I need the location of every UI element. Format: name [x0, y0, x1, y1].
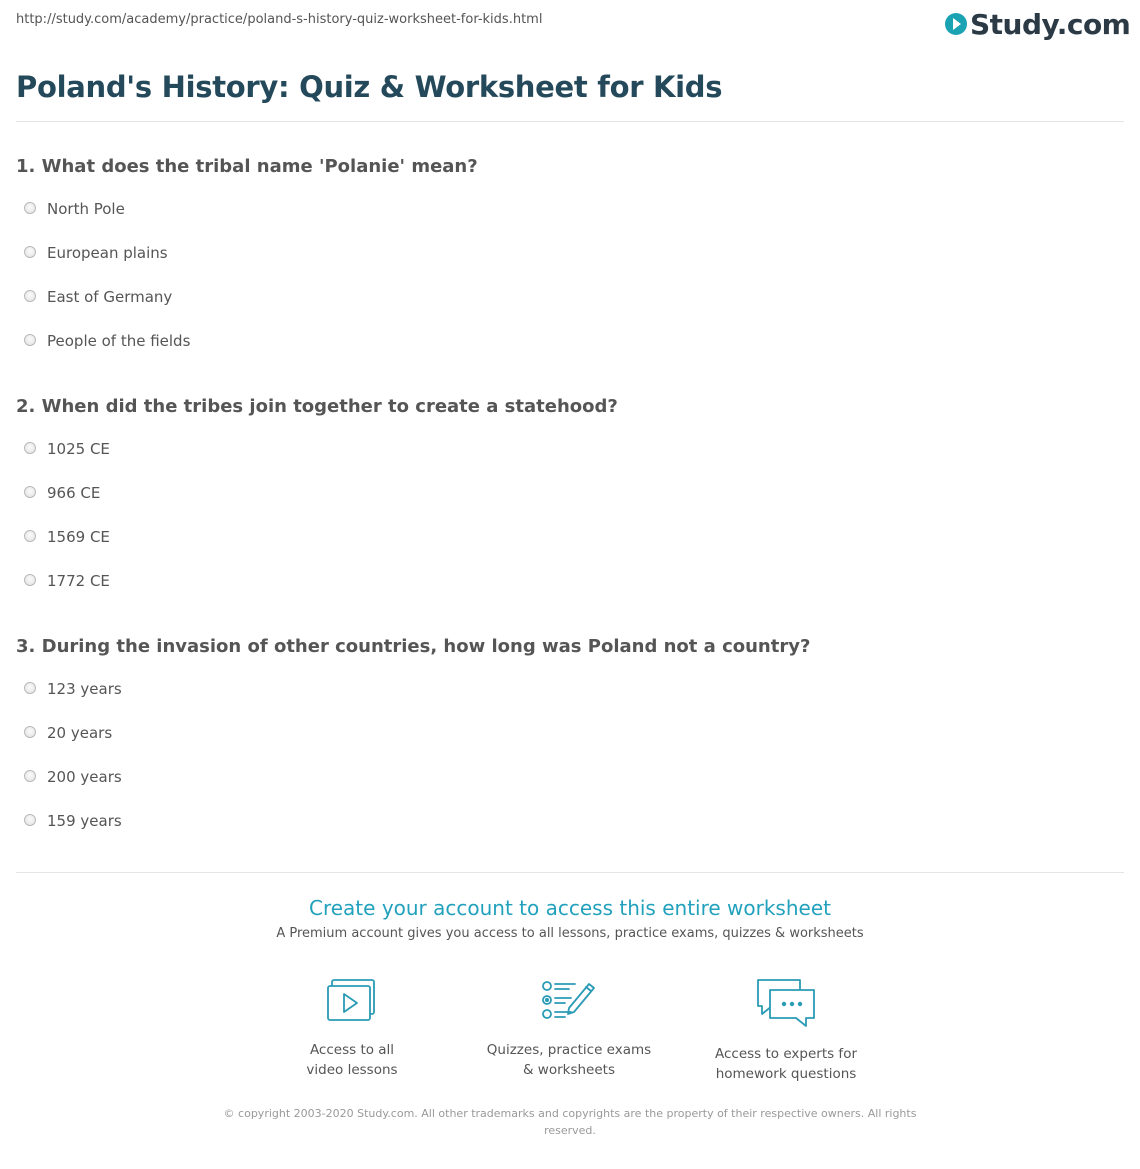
quiz-checklist-icon [541, 978, 597, 1024]
cta-subtitle: A Premium account gives you access to all lessons, practice exams, quizzes & worksheets [276, 926, 864, 941]
feature-label: Quizzes, practice exams & worksheets [486, 1042, 652, 1078]
option-label: 200 years [47, 768, 122, 786]
answer-option[interactable] [24, 724, 112, 742]
cta-divider [16, 872, 1124, 873]
option-label: East of Germany [47, 288, 173, 306]
radio-button[interactable] [24, 574, 36, 586]
radio-button[interactable] [24, 682, 36, 694]
radio-button[interactable] [24, 770, 36, 782]
video-lessons-icon [326, 978, 378, 1024]
study-logo[interactable] [945, 7, 1130, 41]
option-label: 1569 CE [47, 528, 110, 546]
option-label: 1772 CE [47, 572, 110, 590]
radio-button[interactable] [24, 442, 36, 454]
answer-option[interactable] [24, 288, 172, 306]
feature-label: Access to experts for homework questions [714, 1046, 857, 1082]
page-url: http://study.com/academy/practice/poland-s-history-quiz-worksheet-for-kids.html [16, 12, 543, 27]
radio-button[interactable] [24, 290, 36, 302]
feature-label: Access to all video lessons [306, 1042, 398, 1078]
question-3: 3. During the invasion of other countries, how long was Poland not a country? [16, 636, 811, 657]
answer-option[interactable] [24, 768, 122, 786]
radio-button[interactable] [24, 814, 36, 826]
answer-option[interactable] [24, 332, 190, 350]
option-label: 159 years [47, 812, 122, 830]
answer-option[interactable] [24, 680, 122, 698]
option-label: European plains [47, 244, 168, 262]
option-label: 1025 CE [47, 440, 110, 458]
option-label: 20 years [47, 724, 113, 742]
feature-quizzes [469, 978, 669, 1080]
answer-option[interactable] [24, 440, 110, 458]
radio-button[interactable] [24, 246, 36, 258]
radio-button[interactable] [24, 334, 36, 346]
feature-video-lessons [252, 978, 452, 1080]
radio-button[interactable] [24, 530, 36, 542]
answer-option[interactable] [24, 572, 110, 590]
copyright: © copyright 2003-2020 Study.com. All other trademarks and copyrights are the property of their respective owners. All rights reserved. [223, 1107, 917, 1137]
page-title: Poland's History: Quiz & Worksheet for Kids [16, 70, 723, 104]
answer-option[interactable] [24, 200, 125, 218]
radio-button[interactable] [24, 202, 36, 214]
radio-button[interactable] [24, 486, 36, 498]
create-account-link[interactable]: Create your account to access this entire worksheet [309, 896, 831, 920]
option-label: People of the fields [47, 332, 191, 350]
play-circle-icon [945, 13, 967, 35]
radio-button[interactable] [24, 726, 36, 738]
answer-option[interactable] [24, 528, 110, 546]
title-divider [16, 121, 1124, 122]
option-label: North Pole [47, 200, 125, 218]
answer-option[interactable] [24, 484, 100, 502]
question-1: 1. What does the tribal name 'Polanie' mean? [16, 156, 478, 177]
logo-text: Study.com [970, 7, 1131, 41]
feature-experts [686, 978, 886, 1084]
chat-bubbles-icon [754, 978, 818, 1028]
answer-option[interactable] [24, 812, 122, 830]
option-label: 966 CE [47, 484, 101, 502]
answer-option[interactable] [24, 244, 168, 262]
option-label: 123 years [47, 680, 122, 698]
question-2: 2. When did the tribes join together to create a statehood? [16, 396, 618, 417]
